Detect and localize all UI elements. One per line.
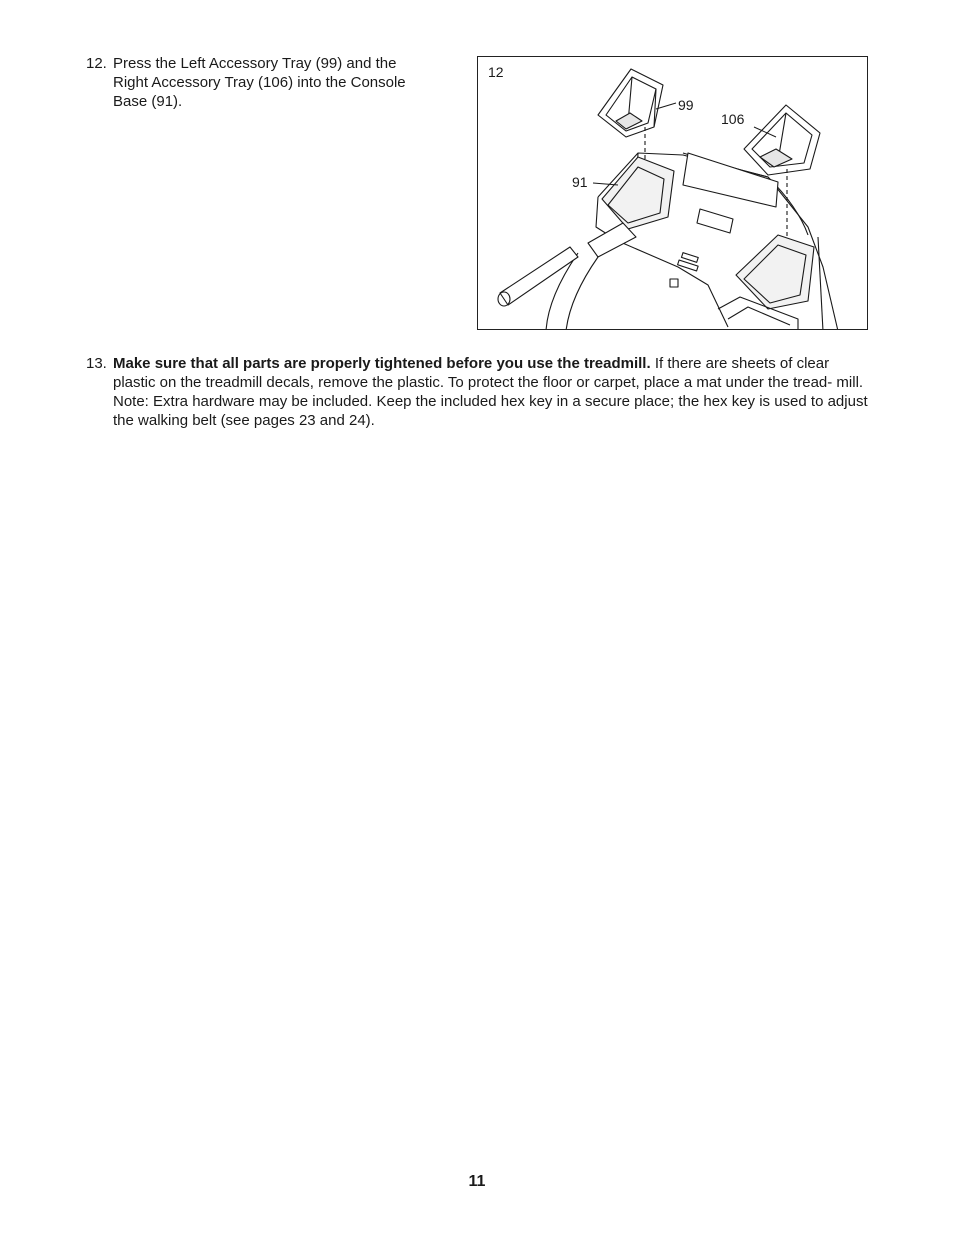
page-number: 11 (468, 1173, 486, 1190)
step-number: 13. (86, 355, 107, 372)
figure-step-label: 12 (488, 64, 504, 80)
step-text: Press the Left Accessory Tray (99) and the Right Accessory Tray (106) into the Console Base (91). (113, 55, 406, 110)
step-bold-text: Make sure that all parts are properly tightened before you use the treadmill. (113, 355, 651, 372)
step-text-container (113, 354, 873, 430)
left-accessory-tray-drawing (598, 69, 663, 137)
callout-left-accessory-tray: 99 (678, 97, 694, 113)
treadmill-console-drawing (478, 57, 868, 330)
assembly-figure (477, 56, 868, 330)
callout-right-accessory-tray: 106 (721, 111, 745, 127)
step-number: 12. (86, 55, 107, 72)
callout-console-base: 91 (572, 174, 588, 190)
step-text: If there are sheets of clear plastic on the treadmill decals, remove the plastic. To protect the floor or carpet, place a mat under the tread- mill. Note: Extra hardware may be included. Keep the included hex key in a secure place; the hex key is used to adjust the walking belt (see pages 23 and 24). (113, 355, 868, 429)
right-accessory-tray-drawing (744, 105, 820, 175)
